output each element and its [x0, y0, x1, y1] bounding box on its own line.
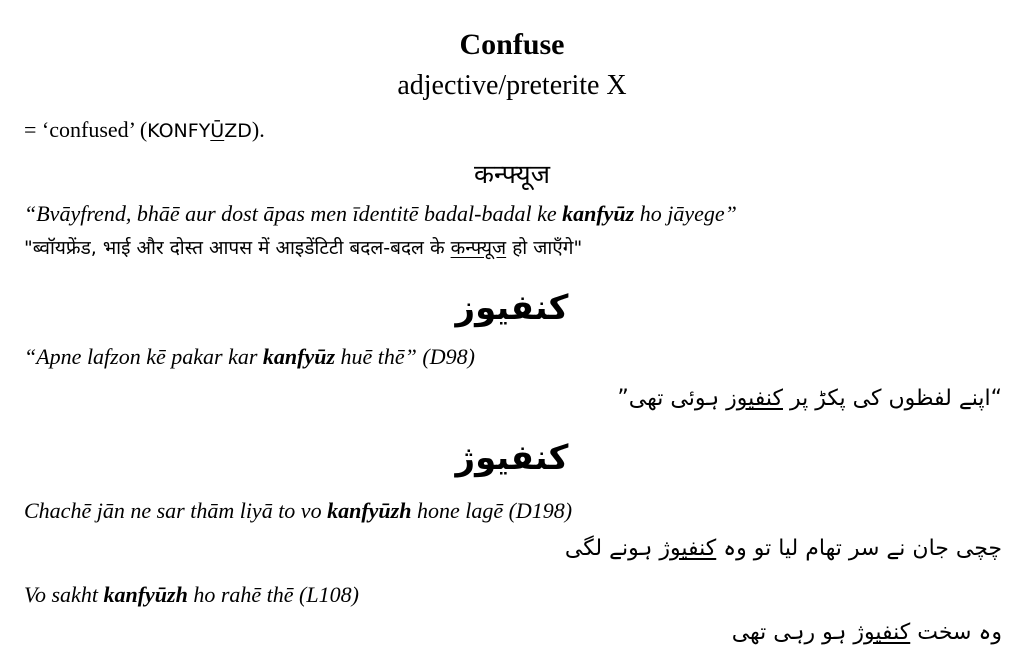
- urdu-pre: وہ سخت: [910, 620, 1002, 645]
- urdu-pre: “اپنے لفظوں کی پکڑ پر: [782, 386, 1002, 411]
- urdu-under: کنفیوژ: [659, 536, 717, 561]
- gloss-prefix: = ‘confused’ (: [24, 117, 148, 142]
- translit-post: hone lagē (D198): [411, 498, 573, 523]
- urdu-under: کنفیوژ: [853, 620, 911, 645]
- translit-pre: Vo sakht: [24, 582, 104, 607]
- translit-pre: “Apne lafzon kē pakar kar: [24, 344, 263, 369]
- urdu-heading-zh: کنفیوژ: [455, 438, 569, 478]
- translit-post: ho jāyege”: [634, 201, 737, 226]
- pronunciation: [147, 120, 252, 142]
- urdu-post: ہوئی تھی”: [617, 386, 727, 411]
- translit-bold: kanfyūzh: [327, 498, 412, 523]
- urdu-zh-example2-urdu: [732, 620, 1002, 645]
- translit-bold: kanfyūzh: [103, 582, 188, 607]
- part-of-speech: [0, 70, 1024, 102]
- urdu-z-example-urdu: [617, 386, 1002, 411]
- urdu-under: کنفیوز: [726, 386, 783, 411]
- urdu-zh-example1-urdu: [565, 536, 1002, 561]
- urdu-zh-example1-translit: [24, 498, 572, 524]
- translit-pre: Chachē jān ne sar thām liyā to vo: [24, 498, 328, 523]
- pron-part-2: Ū: [210, 120, 225, 142]
- translit-pre: “Bvāyfrend, bhāē aur dost āpas men īdentitē badal-badal ke: [24, 201, 563, 226]
- hindi-example-devanagari: [24, 234, 582, 260]
- deva-post: हो जाएँगे": [506, 237, 583, 259]
- pron-part-3: ZD: [224, 120, 252, 142]
- urdu-post: ہو رہی تھی: [731, 620, 854, 645]
- translit-post: ho rahē thē (L108): [187, 582, 359, 607]
- gloss-suffix: ).: [251, 117, 265, 142]
- headword: Confuse: [459, 28, 565, 61]
- hindi-heading: कन्फ्यूज: [474, 160, 550, 190]
- urdu-pre: چچی جان نے سر تھام لیا تو وہ: [716, 536, 1002, 561]
- translit-bold: kanfyūz: [562, 201, 635, 226]
- translit-bold: kanfyūz: [262, 344, 336, 369]
- gloss-line: [24, 117, 265, 143]
- pron-part-1: KONFY: [147, 120, 211, 142]
- deva-pre: "ब्वॉयफ्रेंड, भाई और दोस्त आपस में आइडेंटिटी बदल-बदल के: [24, 237, 451, 259]
- urdu-z-example-translit: [24, 344, 475, 370]
- urdu-zh-example2-translit: [24, 582, 359, 608]
- urdu-heading-z: کنفیوز: [455, 288, 569, 328]
- translit-post: huē thē” (D98): [335, 344, 475, 369]
- hindi-example-translit: [24, 201, 737, 227]
- pos-text: adjective/preterite X: [397, 70, 627, 101]
- urdu-post: ہونے لگی: [564, 536, 660, 561]
- deva-under: कन्फ्यूज: [450, 237, 507, 259]
